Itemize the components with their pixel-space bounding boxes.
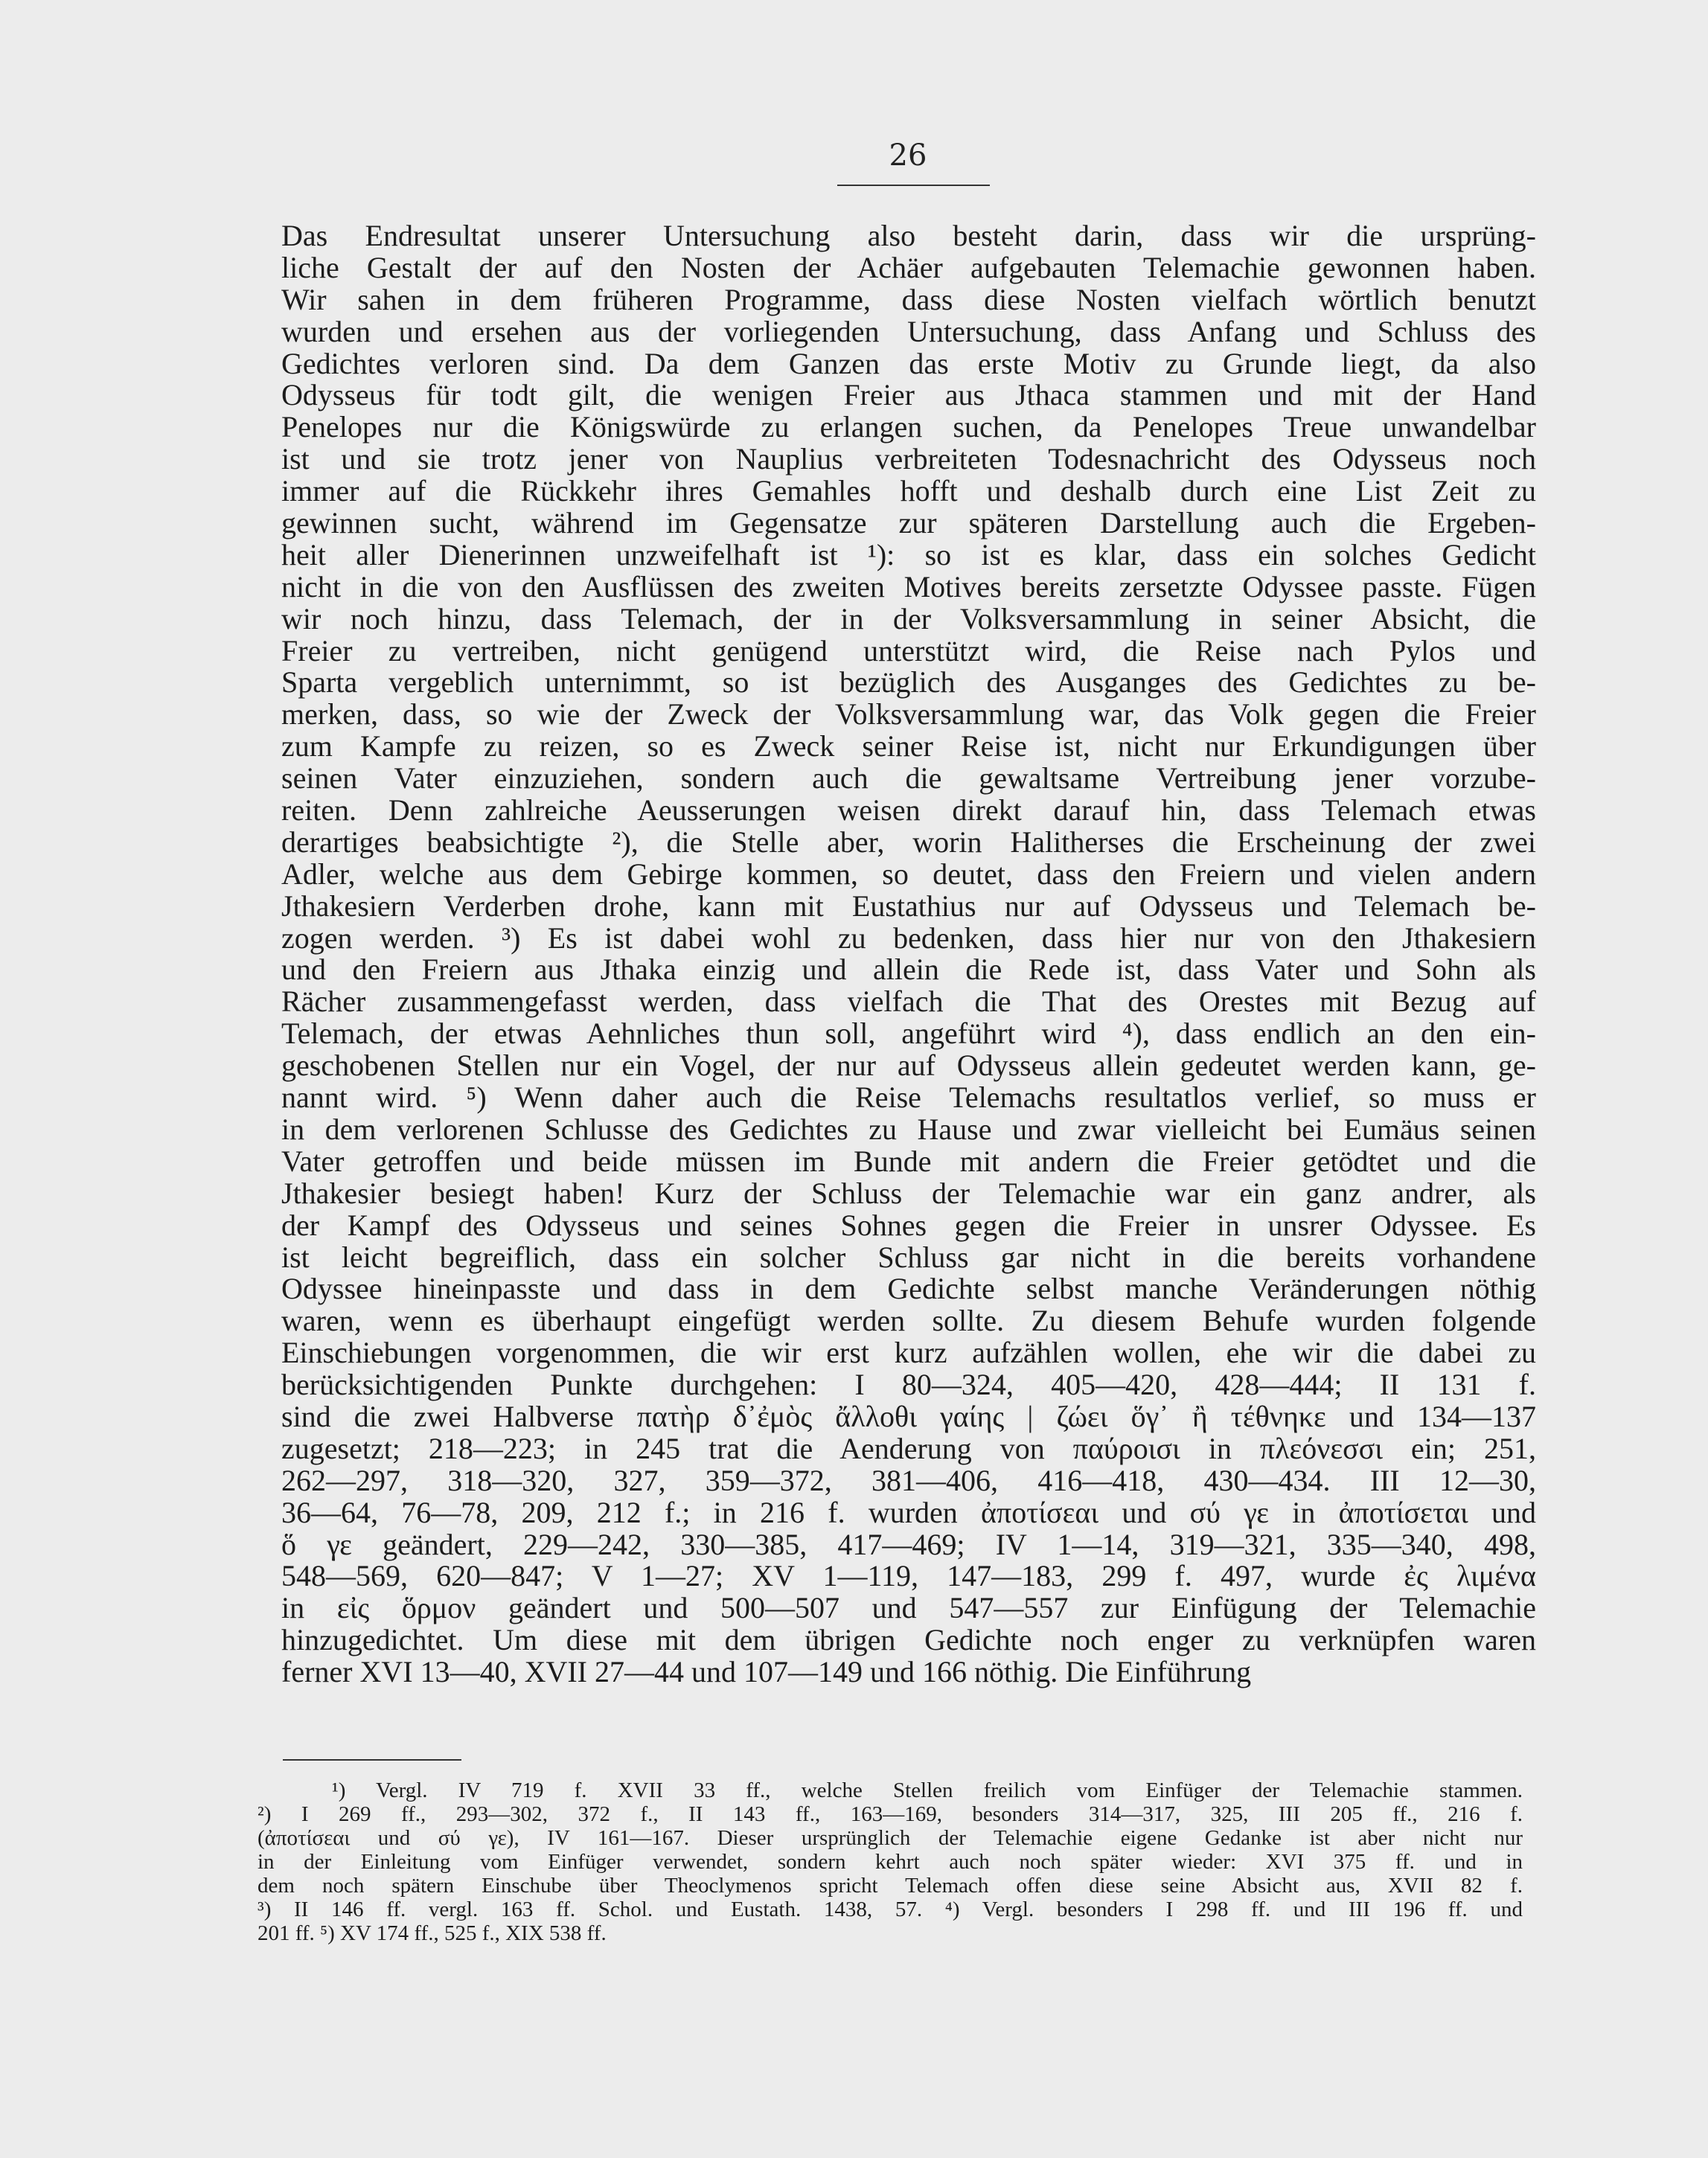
body-line: heit aller Dienerinnen unzweifelhaft ist ¹): so ist es klar, dass ein solches Gedicht [281, 537, 1536, 571]
body-line: Odysseus für todt gilt, die wenigen Freier aus Jthaca stammen und mit der Hand [281, 378, 1536, 412]
body-line: wir noch hinzu, dass Telemach, der in der Volksversammlung in seiner Absicht, die [281, 601, 1536, 635]
footnote-line: (ἀποτίσεαι und σύ γε), IV 161—167. Dieser ursprünglich der Telemachie eigene Gedanke ist aber nicht nur [258, 1826, 1523, 1850]
body-line: Adler, welche aus dem Gebirge kommen, so deutet, dass den Freiern und vielen andern [281, 857, 1536, 891]
body-line: ὅ γε geändert, 229—242, 330—385, 417—469; IV 1—14, 319—321, 335—340, 498, [281, 1527, 1536, 1561]
footnote-line: ³) II 146 ff. vergl. 163 ff. Schol. und Eustath. 1438, 57. ⁴) Vergl. besonders I 298 ff. und III 196 ff. und [258, 1898, 1523, 1921]
footnote-rule [283, 1759, 461, 1761]
body-line: der Kampf des Odysseus und seines Sohnes gegen die Freier in unsrer Odyssee. Es [281, 1208, 1536, 1242]
body-line: Odyssee hineinpasste und dass in dem Gedichte selbst manche Veränderungen nöthig [281, 1272, 1536, 1306]
body-line: geschobenen Stellen nur ein Vogel, der nur auf Odysseus allein gedeutet werden kann, ge- [281, 1048, 1536, 1083]
body-line: 262—297, 318—320, 327, 359—372, 381—406, 416—418, 430—434. III 12—30, [281, 1463, 1536, 1497]
body-line: Jthakesiern Verderben drohe, kann mit Eustathius nur auf Odysseus und Telemach be- [281, 889, 1536, 923]
footnote-line: dem noch spätern Einschube über Theoclymenos spricht Telemach offen diese seine Absicht aus, XVII 82 f. [258, 1874, 1523, 1898]
body-line: Freier zu vertreiben, nicht genügend unterstützt wird, die Reise nach Pylos und [281, 633, 1536, 667]
body-line: Telemach, der etwas Aehnliches thun soll, angeführt wird ⁴), dass endlich an den ein- [281, 1016, 1536, 1051]
body-line: merken, dass, so wie der Zweck der Volksversammlung war, das Volk gegen die Freier [281, 697, 1536, 731]
body-text [281, 220, 1536, 1688]
body-line: ist leicht begreiflich, dass ein solcher Schluss gar nicht in die bereits vorhandene [281, 1240, 1536, 1274]
body-line: derartiges beabsichtigte ²), die Stelle aber, worin Halitherses die Erscheinung der zwei [281, 825, 1536, 859]
body-line: zogen werden. ³) Es ist dabei wohl zu bedenken, dass hier nur von den Jthakesiern [281, 920, 1536, 955]
body-line: immer auf die Rückkehr ihres Gemahles hofft und deshalb durch eine List Zeit zu [281, 474, 1536, 508]
body-line: Gedichtes verloren sind. Da dem Ganzen das erste Motiv zu Grunde liegt, da also [281, 346, 1536, 380]
footnotes [258, 1778, 1523, 1945]
body-line: in εἰς ὅρμον geändert und 500—507 und 547—557 zur Einfügung der Telemachie [281, 1591, 1536, 1625]
page-number: 26 [889, 138, 927, 173]
footnote-line: ¹) Vergl. IV 719 f. XVII 33 ff., welche Stellen freilich vom Einfüger der Telemachie stammen. [332, 1778, 1523, 1802]
body-line: waren, wenn es überhaupt eingefügt werden sollte. Zu diesem Behufe wurden folgende [281, 1304, 1536, 1338]
page-number-rule [837, 185, 990, 186]
body-line: Das Endresultat unserer Untersuchung also besteht darin, dass wir die ursprüng- [281, 219, 1536, 252]
body-line: reiten. Denn zahlreiche Aeusserungen weisen direkt darauf hin, dass Telemach etwas [281, 793, 1536, 827]
body-line: zugesetzt; 218—223; in 245 trat die Aenderung von παύροισι in πλεόνεσσι ein; 251, [281, 1431, 1537, 1465]
body-line: Vater getroffen und beide müssen im Bunde mit andern die Freier getödtet und die [281, 1144, 1536, 1178]
body-line: nannt wird. ⁵) Wenn daher auch die Reise Telemachs resultatlos verlief, so muss er [281, 1080, 1536, 1115]
body-line: Einschiebungen vorgenommen, die wir erst kurz aufzählen wollen, ehe wir die dabei zu [281, 1336, 1536, 1370]
body-line: nicht in die von den Ausflüssen des zweiten Motives bereits zersetzte Odyssee passte. Fügen [281, 569, 1536, 603]
body-line: sind die zwei Halbverse πατὴρ δ᾽ἐμὸς ἄλλοθι γαίης | ζώει ὅγ᾽ ἢ τέθνηκε und 134—137 [281, 1399, 1536, 1433]
body-line: gewinnen sucht, während im Gegensatze zur späteren Darstellung auch die Ergeben- [281, 506, 1536, 540]
body-line: ferner XVI 13—40, XVII 27—44 und 107—149 und 166 nöthig. Die Einführung [281, 1655, 1252, 1689]
body-line: liche Gestalt der auf den Nosten der Achäer aufgebauten Telemachie gewonnen haben. [281, 250, 1536, 284]
body-line: wurden und ersehen aus der vorliegenden Untersuchung, dass Anfang und Schluss des [281, 314, 1536, 348]
body-line: berücksichtigenden Punkte durchgehen: I 80—324, 405—420, 428—444; II 131 f. [281, 1368, 1536, 1402]
body-line: und den Freiern aus Jthaka einzig und allein die Rede ist, dass Vater und Sohn als [281, 952, 1536, 987]
body-line: Sparta vergeblich unternimmt, so ist bezüglich des Ausganges des Gedichtes zu be- [281, 665, 1536, 699]
footnote-line: ²) I 269 ff., 293—302, 372 f., II 143 ff., 163—169, besonders 314—317, 325, III 205 ff., 216 f. [258, 1802, 1523, 1826]
body-line: ist und sie trotz jener von Nauplius verbreiteten Todesnachricht des Odysseus noch [281, 442, 1536, 476]
body-line: Penelopes nur die Königswürde zu erlangen suchen, da Penelopes Treue unwandelbar [281, 410, 1536, 444]
footnote-line: in der Einleitung vom Einfüger verwendet, sondern kehrt auch noch später wieder: XVI 375 ff. und in [258, 1850, 1523, 1874]
body-line: zum Kampfe zu reizen, so es Zweck seiner Reise ist, nicht nur Erkundigungen über [281, 729, 1536, 763]
body-line: 36—64, 76—78, 209, 212 f.; in 216 f. wurden ἀποτίσεαι und σύ γε in ἀποτίσεται und [281, 1495, 1536, 1529]
body-line: in dem verlorenen Schlusse des Gedichtes zu Hause und zwar vielleicht bei Eumäus seinen [281, 1112, 1536, 1146]
body-line: Rächer zusammengefasst werden, dass vielfach die That des Orestes mit Bezug auf [281, 984, 1536, 1019]
body-line: Jthakesier besiegt haben! Kurz der Schluss der Telemachie war ein ganz andrer, als [281, 1176, 1536, 1210]
body-line: seinen Vater einzuziehen, sondern auch die gewaltsame Vertreibung jener vorzube- [281, 761, 1536, 795]
body-line: 548—569, 620—847; V 1—27; XV 1—119, 147—183, 299 f. 497, wurde ἐς λιμένα [281, 1559, 1536, 1593]
body-line: hinzugedichtet. Um diese mit dem übrigen Gedichte noch enger zu verknüpfen waren [281, 1623, 1536, 1657]
body-line: Wir sahen in dem früheren Programme, dass diese Nosten vielfach wörtlich benutzt [281, 282, 1536, 316]
footnote-line: 201 ff. ⁵) XV 174 ff., 525 f., XIX 538 ff. [258, 1921, 607, 1945]
